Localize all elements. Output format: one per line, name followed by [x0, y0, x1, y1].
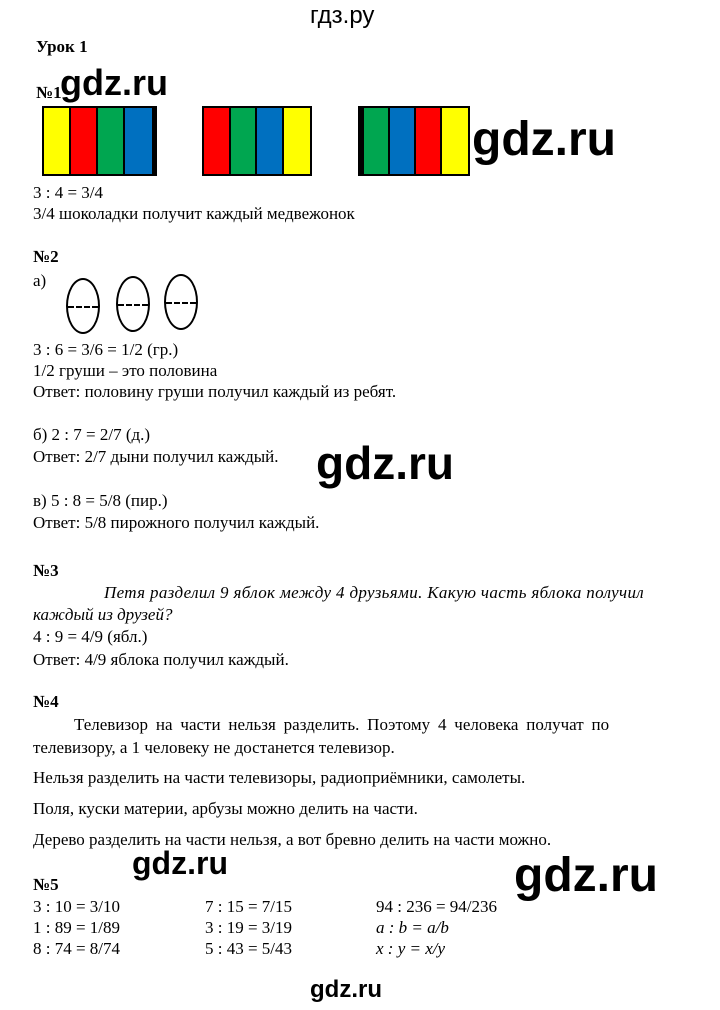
task2-a-line1: 3 : 6 = 3/6 = 1/2 (гр.) — [33, 340, 179, 359]
task5-col3-row1: 94 : 236 = 94/236 — [376, 897, 498, 916]
task2-a-line2: 1/2 груши – это половина — [33, 361, 218, 380]
chocolate-piece — [44, 108, 71, 174]
separator-tick — [152, 106, 157, 176]
pear-drawing — [66, 278, 100, 334]
task4-para1-line2: телевизору, а 1 человеку не достанется телевизор. — [33, 738, 395, 757]
task1-line2: 3/4 шоколадки получит каждый медвежонок — [33, 204, 355, 223]
chocolate-piece — [442, 108, 468, 174]
task2-label: №2 — [33, 247, 59, 266]
chocolate-piece — [98, 108, 125, 174]
task5-col3-row3: x : y = x/y — [376, 939, 446, 958]
chocolate-piece — [231, 108, 258, 174]
task1-label: №1 — [36, 83, 62, 102]
task3-line2: Ответ: 4/9 яблока получил каждый. — [33, 650, 289, 669]
task3-line1: 4 : 9 = 4/9 (ябл.) — [33, 627, 148, 646]
task2-v-line1: в) 5 : 8 = 5/8 (пир.) — [33, 491, 168, 510]
header-site: гдз.ру — [310, 2, 375, 29]
pear-drawing — [164, 274, 198, 330]
task3-label: №3 — [33, 561, 59, 580]
task3-problem-line1: Петя разделил 9 яблок между 4 друзьями. Какую часть яблока получил — [104, 583, 645, 602]
watermark: gdz.ru — [310, 976, 382, 1003]
task2-b-line1: б) 2 : 7 = 2/7 (д.) — [33, 425, 151, 444]
watermark: gdz.ru — [60, 62, 168, 103]
task5-col1-row3: 8 : 74 = 8/74 — [33, 939, 121, 958]
task4-label: №4 — [33, 692, 59, 711]
chocolate-piece — [364, 108, 390, 174]
task4-para3: Поля, куски материи, арбузы можно делить на части. — [33, 799, 418, 818]
task2-a-label: а) — [33, 271, 47, 290]
watermark: gdz.ru — [514, 849, 658, 902]
chocolate-group-3 — [362, 106, 470, 176]
chocolate-piece — [390, 108, 416, 174]
task5-col1-row1: 3 : 10 = 3/10 — [33, 897, 121, 916]
task5-col2-row3: 5 : 43 = 5/43 — [205, 939, 293, 958]
task4-para1-line1: Телевизор на части нельзя разделить. Поэтому 4 человека получат по — [74, 715, 610, 734]
pear-drawing — [116, 276, 150, 332]
task4-para2: Нельзя разделить на части телевизоры, радиоприёмники, самолеты. — [33, 768, 526, 787]
task2-b-line2: Ответ: 2/7 дыни получил каждый. — [33, 447, 279, 466]
chocolate-piece — [257, 108, 284, 174]
chocolate-group-2 — [202, 106, 312, 176]
chocolate-piece — [125, 108, 152, 174]
task1-line1: 3 : 4 = 3/4 — [33, 183, 104, 202]
lesson-title: Урок 1 — [36, 37, 88, 56]
chocolate-piece — [284, 108, 310, 174]
task5-col3-row2: a : b = a/b — [376, 918, 449, 937]
watermark: gdz.ru — [472, 113, 616, 166]
task2-v-line2: Ответ: 5/8 пирожного получил каждый. — [33, 513, 320, 532]
chocolate-piece — [71, 108, 98, 174]
task2-a-line3: Ответ: половину груши получил каждый из ребят. — [33, 382, 397, 401]
task5-col2-row2: 3 : 19 = 3/19 — [205, 918, 293, 937]
chocolate-piece — [204, 108, 231, 174]
task5-col2-row1: 7 : 15 = 7/15 — [205, 897, 293, 916]
watermark: gdz.ru — [132, 845, 228, 881]
task5-col1-row2: 1 : 89 = 1/89 — [33, 918, 121, 937]
task3-problem-line2: каждый из друзей? — [33, 605, 173, 624]
task4-para4: Дерево разделить на части нельзя, а вот бревно делить на части можно. — [33, 830, 552, 849]
task5-label: №5 — [33, 875, 59, 894]
chocolate-group-1 — [42, 106, 154, 176]
watermark: gdz.ru — [316, 437, 454, 489]
chocolate-piece — [416, 108, 442, 174]
